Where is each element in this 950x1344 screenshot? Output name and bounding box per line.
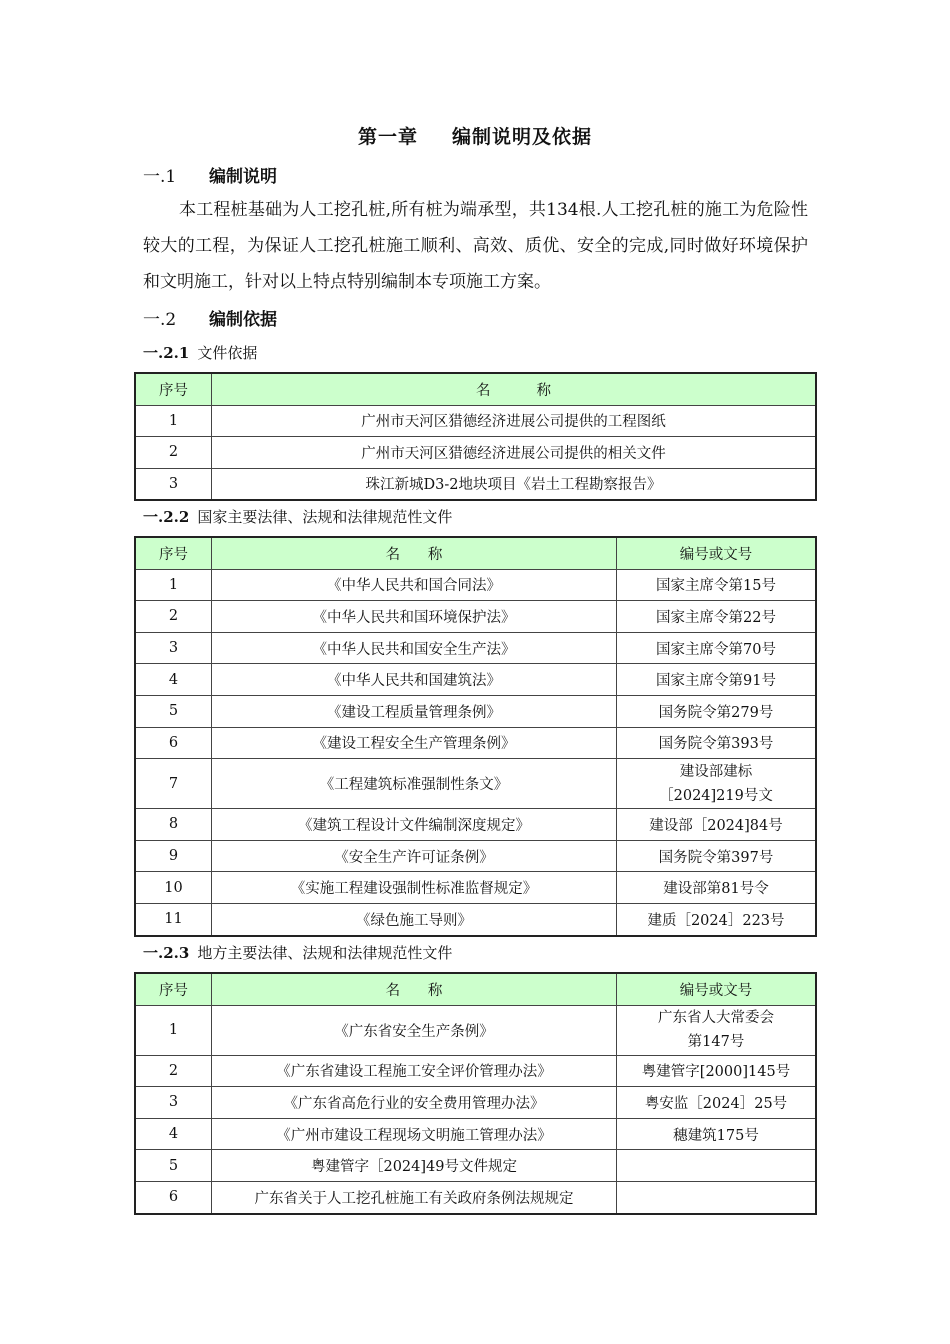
subsection-title: 地方主要法律、法规和法律规范性文件 bbox=[197, 944, 453, 962]
table-row bbox=[136, 1181, 816, 1213]
table-row bbox=[136, 437, 816, 469]
cell-index: 5 bbox=[136, 695, 212, 727]
cell-name: 《广东省安全生产条例》 bbox=[212, 1005, 617, 1055]
table-row bbox=[136, 1055, 816, 1087]
cell-index: 6 bbox=[136, 727, 212, 759]
header-cell: 名 称 bbox=[212, 538, 617, 570]
cell-name: 《绿色施工导则》 bbox=[212, 903, 617, 935]
file-basis-table bbox=[135, 373, 816, 500]
table-row bbox=[136, 664, 816, 696]
table-header-row bbox=[136, 974, 816, 1006]
subsection-title: 国家主要法律、法规和法律规范性文件 bbox=[197, 508, 453, 526]
cell-doc-number: 国家主席令第70号 bbox=[617, 632, 816, 664]
chapter-label: 第一章 bbox=[357, 126, 418, 148]
cell-name: 《实施工程建设强制性标准监督规定》 bbox=[212, 872, 617, 904]
cell-index: 11 bbox=[136, 903, 212, 935]
cell-doc-number: 穗建筑175号 bbox=[617, 1118, 816, 1150]
doc-number-line-2: 第147号 bbox=[687, 1034, 745, 1051]
table-row bbox=[136, 872, 816, 904]
subsection-number: 一.2.1 bbox=[143, 344, 190, 362]
header-cell: 序号 bbox=[136, 374, 212, 406]
cell-name: 《建设工程质量管理条例》 bbox=[212, 695, 617, 727]
section-title: 编制说明 bbox=[209, 167, 277, 187]
cell-index: 10 bbox=[136, 872, 212, 904]
doc-number-line-1: 广东省人大常委会 bbox=[658, 1010, 774, 1027]
cell-name: 《中华人民共和国合同法》 bbox=[212, 569, 617, 601]
cell-name: 《广东省建设工程施工安全评价管理办法》 bbox=[212, 1055, 617, 1087]
cell-name: 珠江新城D3-2地块项目《岩土工程勘察报告》 bbox=[212, 468, 816, 500]
cell-name: 《广东省高危行业的安全费用管理办法》 bbox=[212, 1087, 617, 1119]
cell-index: 1 bbox=[136, 405, 212, 437]
cell-doc-number bbox=[617, 759, 816, 809]
cell-name: 《工程建筑标准强制性条文》 bbox=[212, 759, 617, 809]
table-row bbox=[136, 695, 816, 727]
cell-doc-number: 国务院令第279号 bbox=[617, 695, 816, 727]
section-number: 一.2 bbox=[143, 310, 177, 330]
cell-name: 广东省关于人工挖孔桩施工有关政府条例法规规定 bbox=[212, 1181, 617, 1213]
section-number: 一.1 bbox=[143, 167, 177, 187]
cell-name: 广州市天河区猎德经济进展公司提供的相关文件 bbox=[212, 437, 816, 469]
table-row bbox=[136, 405, 816, 437]
doc-number-line-2: ［2024]219号文 bbox=[659, 787, 773, 804]
header-cell: 名 称 bbox=[212, 374, 816, 406]
cell-index: 1 bbox=[136, 569, 212, 601]
cell-doc-number bbox=[617, 1150, 816, 1182]
doc-number-line-1: 建设部建标 bbox=[679, 763, 753, 780]
cell-name: 《中华人民共和国建筑法》 bbox=[212, 664, 617, 696]
cell-name: 广州市天河区猎德经济进展公司提供的工程图纸 bbox=[212, 405, 816, 437]
chapter-name: 编制说明及依据 bbox=[452, 126, 593, 148]
cell-index: 2 bbox=[136, 437, 212, 469]
cell-index: 1 bbox=[136, 1005, 212, 1055]
subsection-number: 一.2.3 bbox=[143, 944, 190, 962]
section-heading-1 bbox=[143, 162, 277, 187]
cell-index: 3 bbox=[136, 468, 212, 500]
section-heading-2 bbox=[143, 305, 277, 330]
subsection-title: 文件依据 bbox=[197, 344, 258, 362]
local-laws-table bbox=[135, 973, 816, 1214]
cell-index: 4 bbox=[136, 664, 212, 696]
cell-doc-number bbox=[617, 1181, 816, 1213]
subsection-heading-3 bbox=[143, 942, 452, 963]
section-title: 编制依据 bbox=[209, 310, 277, 330]
cell-name: 粤建管字［2024]49号文件规定 bbox=[212, 1150, 617, 1182]
chapter-title bbox=[0, 122, 950, 149]
table-row bbox=[136, 468, 816, 500]
cell-index: 9 bbox=[136, 840, 212, 872]
cell-name: 《中华人民共和国安全生产法》 bbox=[212, 632, 617, 664]
cell-index: 2 bbox=[136, 601, 212, 633]
cell-index: 3 bbox=[136, 1087, 212, 1119]
cell-index: 3 bbox=[136, 632, 212, 664]
cell-index: 7 bbox=[136, 759, 212, 809]
header-cell: 序号 bbox=[136, 974, 212, 1006]
cell-index: 6 bbox=[136, 1181, 212, 1213]
table-row bbox=[136, 1150, 816, 1182]
cell-name: 《建筑工程设计文件编制深度规定》 bbox=[212, 809, 617, 841]
cell-name: 《广州市建设工程现场文明施工管理办法》 bbox=[212, 1118, 617, 1150]
header-cell: 编号或文号 bbox=[617, 974, 816, 1006]
cell-doc-number: 粤安监［2024］25号 bbox=[617, 1087, 816, 1119]
table-row bbox=[136, 1005, 816, 1055]
cell-doc-number: 建设部［2024]84号 bbox=[617, 809, 816, 841]
header-cell: 名 称 bbox=[212, 974, 617, 1006]
header-cell: 序号 bbox=[136, 538, 212, 570]
table-header-row bbox=[136, 538, 816, 570]
cell-doc-number: 国家主席令第22号 bbox=[617, 601, 816, 633]
cell-doc-number: 国务院令第393号 bbox=[617, 727, 816, 759]
cell-doc-number: 粤建管字[2000]145号 bbox=[617, 1055, 816, 1087]
subsection-heading-2 bbox=[143, 506, 452, 527]
header-cell: 编号或文号 bbox=[617, 538, 816, 570]
table-row bbox=[136, 759, 816, 809]
cell-index: 2 bbox=[136, 1055, 212, 1087]
cell-doc-number bbox=[617, 1005, 816, 1055]
subsection-number: 一.2.2 bbox=[143, 508, 190, 526]
table-row bbox=[136, 1087, 816, 1119]
table-row bbox=[136, 809, 816, 841]
cell-doc-number: 国务院令第397号 bbox=[617, 840, 816, 872]
national-laws-table bbox=[135, 537, 816, 936]
table-row bbox=[136, 840, 816, 872]
table-header-row bbox=[136, 374, 816, 406]
cell-doc-number: 建设部第81号令 bbox=[617, 872, 816, 904]
body-paragraph: 本工程桩基础为人工挖孔桩,所有桩为端承型，共134根.人工挖孔桩的施工为危险性较大的工程，为保证人工挖孔桩施工顺利、高效、质优、安全的完成,同时做好环境保护和文明施工，针对以上特点特别编制本专项施工方案。 bbox=[143, 200, 808, 292]
cell-doc-number: 国家主席令第91号 bbox=[617, 664, 816, 696]
table-row bbox=[136, 632, 816, 664]
cell-doc-number: 国家主席令第15号 bbox=[617, 569, 816, 601]
cell-name: 《中华人民共和国环境保护法》 bbox=[212, 601, 617, 633]
cell-name: 《安全生产许可证条例》 bbox=[212, 840, 617, 872]
cell-index: 4 bbox=[136, 1118, 212, 1150]
table-row bbox=[136, 1118, 816, 1150]
cell-doc-number: 建质［2024］223号 bbox=[617, 903, 816, 935]
cell-index: 8 bbox=[136, 809, 212, 841]
table-row bbox=[136, 569, 816, 601]
cell-name: 《建设工程安全生产管理条例》 bbox=[212, 727, 617, 759]
subsection-heading-1 bbox=[143, 342, 257, 363]
table-row bbox=[136, 903, 816, 935]
cell-index: 5 bbox=[136, 1150, 212, 1182]
table-row bbox=[136, 601, 816, 633]
table-row bbox=[136, 727, 816, 759]
